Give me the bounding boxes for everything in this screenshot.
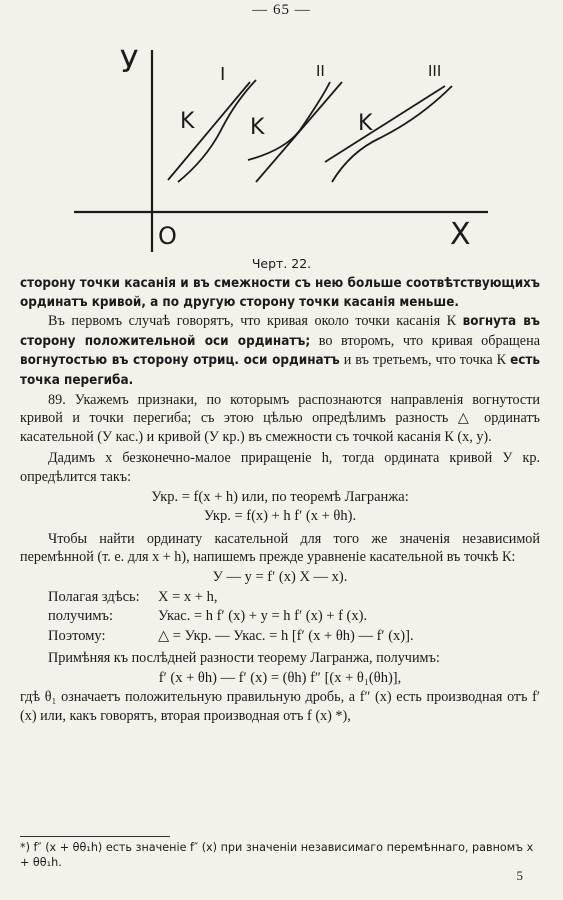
y-axis-label: У [120, 45, 139, 80]
equation-3: У — y = f′ (x) X — x). [212, 568, 348, 585]
para-2-run-4: вогнутостью въ сторону отриц. оси ординатъ [20, 353, 340, 369]
para-6: Примѣняя къ послѣдней разности теорему Лагранжа, получимъ: [48, 650, 440, 667]
roman-3: III [428, 62, 442, 80]
para-7: гдѣ θ₁ означаетъ положительную правильную дробь, а f″ (x) есть производная отъ f′(x) или, какъ говорятъ, вторая производная отъ f (x) *), [20, 689, 540, 725]
row-substitution [20, 588, 540, 607]
sheet-mark: 5 [516, 868, 523, 883]
equation-2: Укр. = f(x) + h f′ (x + θh). [203, 508, 357, 525]
footnote-rule [20, 836, 170, 837]
para-2-run-3: во второмъ, что кривая обращена [310, 332, 540, 349]
row-3-value: △ = Укр. — Укас. = h [f′ (x + θh) — f′ (x)]. [158, 627, 414, 644]
para-2-run-6: есть точка перегиба. [20, 353, 541, 388]
row-1-value: X = x + h, [158, 588, 218, 605]
roman-2: II [316, 62, 325, 80]
para-2-run-2: вогнута въ сторону положительной оси ординатъ; [20, 314, 540, 349]
para-1-text: сторону точки касанія и въ смежности съ нею больше соотвѣтствующихъ ординатъ кривой, а по другую сторону точки касанія меньше. [20, 276, 540, 310]
row-2-value: Укас. = h f′ (x) + y = h f′ (x) + f (x). [158, 608, 368, 625]
figure-22 [60, 42, 490, 252]
point-label-1: K [180, 109, 195, 134]
figure-caption: Черт. 22. [251, 256, 312, 271]
equation-1: Укр. = f(x + h) или, по теоремѣ Лагранжа: [151, 488, 409, 505]
point-label-2: K [250, 115, 265, 140]
x-axis-label: X [450, 217, 471, 252]
roman-1: I [220, 64, 226, 85]
curve-3 [332, 86, 452, 182]
footnote: *) f″ (x + θθ₁h) есть значеніе f″ (x) при значеніи независимаго перемѣннаго, равномъ x + θθ₁h. [20, 841, 534, 869]
tangent-3 [325, 86, 445, 162]
row-2-label: получимъ: [48, 608, 114, 625]
para-2-run-5: и въ третьемъ, что точка К [339, 352, 511, 369]
page-number: — 65 — [252, 2, 311, 18]
para-5: Чтобы найти ординату касательной для того же значенія независимой перемѣнной (т. е. для x + h), напишемъ прежде уравненіе касательной въ точкѣ К: [20, 530, 540, 566]
page-body [20, 275, 540, 726]
row-tangent-ordinate [20, 607, 540, 626]
para-2 [20, 312, 540, 390]
row-1-label: Полагая здѣсь: [48, 588, 140, 605]
para-3: 89. Укажемъ признаки, по которымъ распознаются направленія вогнутости кривой и точки перегиба; съ этою цѣлью опредѣлимъ разность △ ординатъ касательной (У кас.) и кривой (У кр.) въ смежности съ точкой касанія К (x, y). [20, 391, 540, 445]
para-1 [20, 275, 540, 312]
para-4: Дадимъ x безконечно-малое приращеніе h, тогда ордината кривой У кр. опредѣлится такъ: [20, 450, 540, 485]
origin-label: O [158, 222, 177, 250]
para-2-run-1: Въ первомъ случаѣ говорятъ, что кривая около точки касанія К [48, 313, 463, 330]
equation-4: f′ (x + θh) — f′ (x) = (θh) f″ [(x + θ₁(θh)], [158, 669, 402, 686]
row-difference [20, 627, 540, 646]
row-3-label: Поэтому: [48, 627, 106, 644]
point-label-3: K [358, 111, 373, 136]
